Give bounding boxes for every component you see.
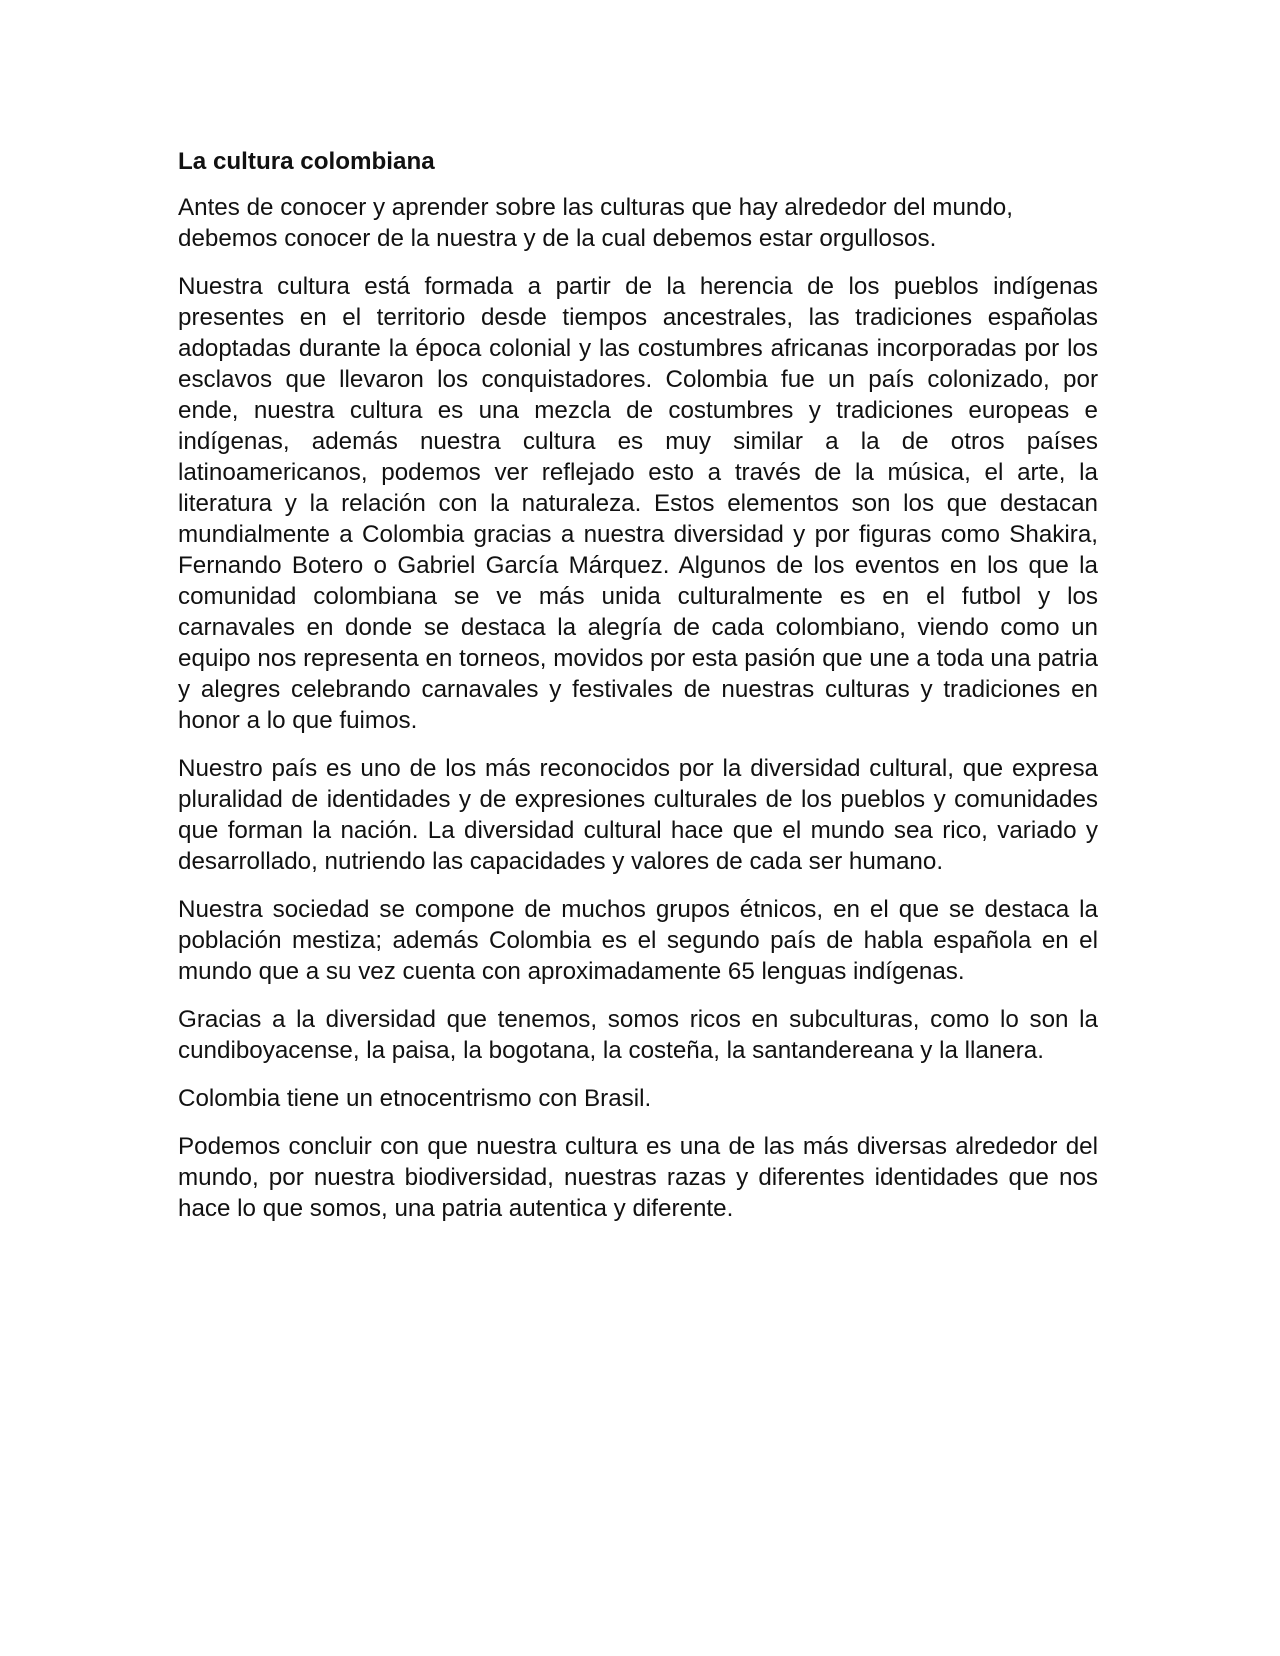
paragraph-ethnocentrism: Colombia tiene un etnocentrismo con Brasil. bbox=[178, 1085, 652, 1112]
paragraph-intro: Antes de conocer y aprender sobre las culturas que hay alrededor del mundo, debemos conocer de la nuestra y de la cual debemos estar orgullosos. bbox=[178, 194, 1013, 252]
paragraph-conclusion: Podemos concluir con que nuestra cultura es una de las más diversas alrededor del mundo, por nuestra biodiversidad, nuestras razas y diferentes identidades que nos hace lo que somos, una patria autentica y diferente. bbox=[178, 1133, 1098, 1222]
paragraph-origins: Nuestra cultura está formada a partir de la herencia de los pueblos indígenas presentes en el territorio desde tiempos ancestrales, las tradiciones españolas adoptadas durante la época colonial y las costumbres africanas incorporadas por los esclavos que llevaron los conquistadores. Colombia fue un país colonizado, por ende, nuestra cultura es una mezcla de costumbres y tradiciones europeas e indígenas, además nuestra cultura es muy similar a la de otros países latinoamericanos, podemos ver reflejado esto a través de la música, el arte, la literatura y la relación con la naturaleza. Estos elementos son los que destacan mundialmente a Colombia gracias a nuestra diversidad y por figuras como Shakira, Fernando Botero o Gabriel García Márquez. Algunos de los eventos en los que la comunidad colombiana se ve más unida culturalmente es en el futbol y los carnavales en donde se destaca la alegría de cada colombiano, viendo como un equipo nos representa en torneos, movidos por esta pasión que une a toda una patria y alegres celebrando carnavales y festivales de nuestras culturas y tradiciones en honor a lo que fuimos. bbox=[178, 273, 1098, 734]
paragraph-ethnic-groups: Nuestra sociedad se compone de muchos grupos étnicos, en el que se destaca la población mestiza; además Colombia es el segundo país de habla española en el mundo que a su vez cuenta con aproximadamente 65 lenguas indígenas. bbox=[178, 896, 1098, 985]
document-title: La cultura colombiana bbox=[178, 148, 435, 175]
document-body bbox=[178, 146, 1098, 1241]
paragraph-subcultures: Gracias a la diversidad que tenemos, somos ricos en subculturas, como lo son la cundiboyacense, la paisa, la bogotana, la costeña, la santandereana y la llanera. bbox=[178, 1006, 1098, 1064]
paragraph-diversity: Nuestro país es uno de los más reconocidos por la diversidad cultural, que expresa pluralidad de identidades y de expresiones culturales de los pueblos y comunidades que forman la nación. La diversidad cultural hace que el mundo sea rico, variado y desarrollado, nutriendo las capacidades y valores de cada ser humano. bbox=[178, 755, 1098, 875]
